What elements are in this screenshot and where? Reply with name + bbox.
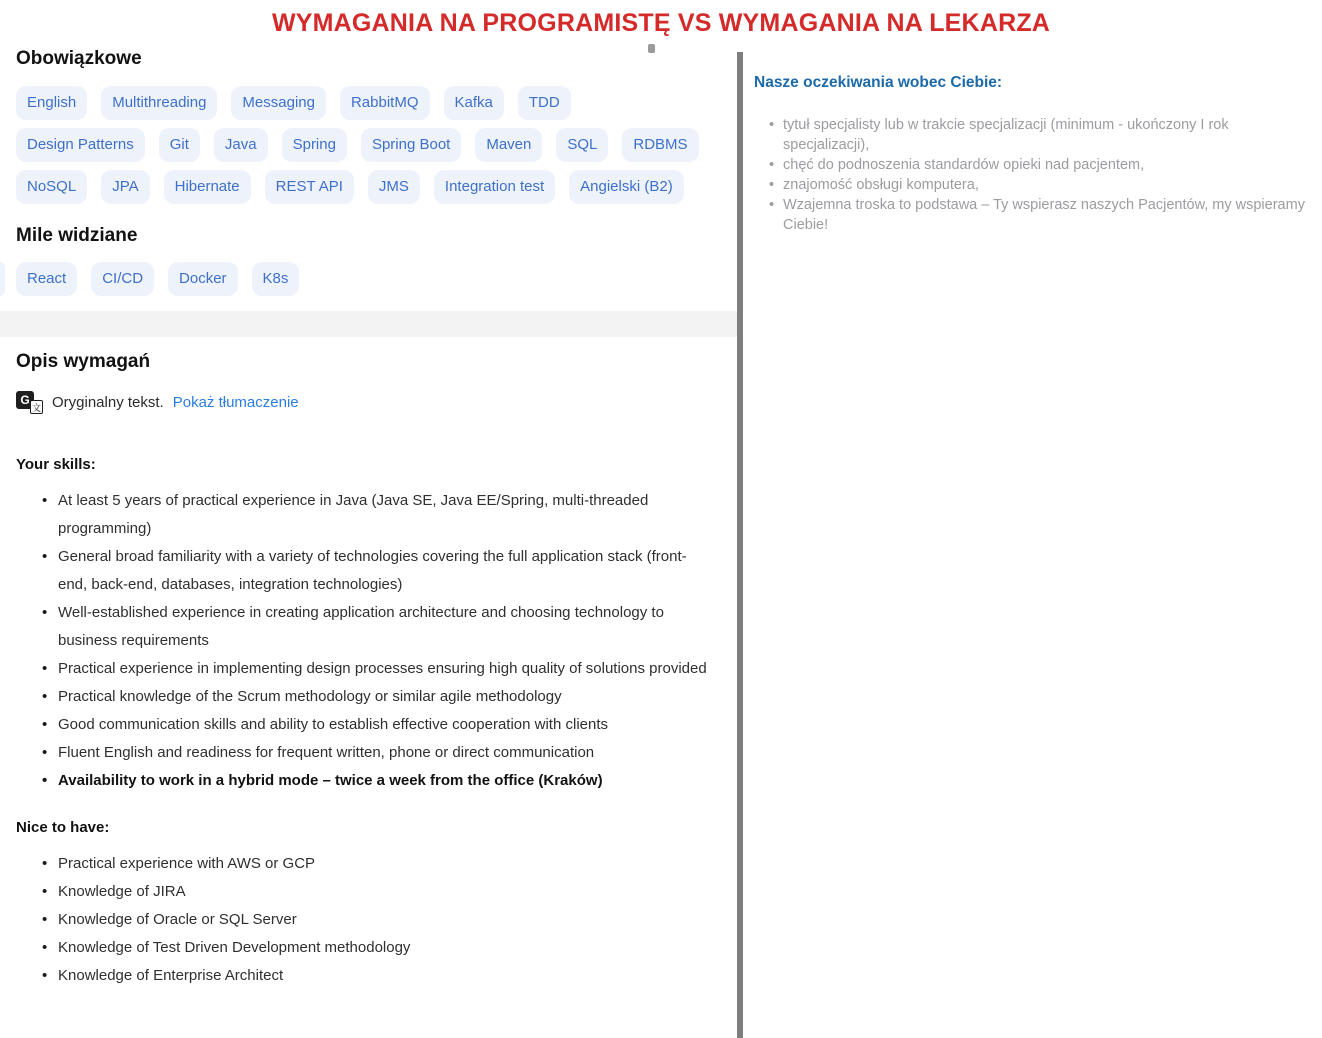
skill-tag: React <box>16 262 77 296</box>
programmer-column <box>0 44 737 1038</box>
skill-tag: Spring Boot <box>361 128 461 162</box>
skill-bullet-item: • Practical experience in implementing design processes ensuring high quality of solutions provided <box>42 655 712 683</box>
skill-tag: CI/CD <box>91 262 154 296</box>
skill-tag: REST API <box>265 170 354 204</box>
skill-bullet-item: • At least 5 years of practical experience in Java (Java SE, Java EE/Spring, multi-threaded programming) <box>42 487 712 543</box>
skill-tag: Design Patterns <box>16 128 145 162</box>
expectations-list <box>769 115 1312 235</box>
skill-tag: English <box>16 86 87 120</box>
skill-tag: Multithreading <box>101 86 217 120</box>
section-separator <box>0 311 737 337</box>
skill-bullet-item: • Well-established experience in creating application architecture and choosing technology to business requirements <box>42 599 712 655</box>
nice-to-have-list <box>42 850 712 990</box>
skill-tag: K8s <box>252 262 300 296</box>
skill-tag: Maven <box>475 128 542 162</box>
expectation-bullet-item: • chęć do podnoszenia standardów opieki nad pacjentem, <box>769 155 1312 175</box>
required-tags-list <box>16 86 712 204</box>
skill-tag: Messaging <box>231 86 326 120</box>
expectation-bullet-item: • znajomość obsługi komputera, <box>769 175 1312 195</box>
skill-bullet-item: • Fluent English and readiness for frequent written, phone or direct communication <box>42 739 712 767</box>
nice-to-see-tags-list <box>16 262 712 296</box>
nice-to-have-bullet-item: • Practical experience with AWS or GCP <box>42 850 712 878</box>
two-column-layout <box>0 44 1322 1038</box>
expectation-bullet-item: • Wzajemna troska to podstawa – Ty wspierasz naszych Pacjentów, my wspieramy Ciebie! <box>769 195 1312 235</box>
skill-tag: Docker <box>168 262 238 296</box>
requirements-summary-card <box>0 44 728 311</box>
google-translate-icon: G 文 <box>16 391 43 414</box>
doctor-column <box>743 44 1322 1038</box>
skill-tag: Hibernate <box>164 170 251 204</box>
skill-tag: Angielski (B2) <box>569 170 684 204</box>
skill-tag: Git <box>159 128 200 162</box>
skill-tag: NoSQL <box>16 170 87 204</box>
description-heading: Opis wymagań <box>16 351 151 372</box>
skill-tag: Integration test <box>434 170 555 204</box>
skill-tag: Java <box>214 128 268 162</box>
cropped-tag-fragment <box>0 262 5 296</box>
nice-to-have-heading: Nice to have: <box>16 819 110 836</box>
expectation-bullet-item: • tytuł specjalisty lub w trakcie specjalizacji (minimum - ukończony I rok specjalizacji), <box>769 115 1312 155</box>
original-text-label: Oryginalny tekst. <box>52 394 164 411</box>
expectations-heading: Nasze oczekiwania wobec Ciebie: <box>754 74 1003 91</box>
your-skills-list <box>42 487 712 795</box>
your-skills-heading: Your skills: <box>16 456 96 473</box>
skill-bullet-item: • General broad familiarity with a variety of technologies covering the full application stack (front-end, back-end, databases, integration technologies) <box>42 543 712 599</box>
skill-tag: RDBMS <box>622 128 698 162</box>
scrollbar-artifact <box>648 44 655 53</box>
nice-to-have-bullet-item: • Knowledge of JIRA <box>42 878 712 906</box>
required-heading: Obowiązkowe <box>16 48 142 69</box>
skill-tag: Kafka <box>444 86 504 120</box>
skill-tag: JPA <box>101 170 149 204</box>
skill-tag: SQL <box>556 128 608 162</box>
skill-bullet-item: • Practical knowledge of the Scrum methodology or similar agile methodology <box>42 683 712 711</box>
show-translation-link[interactable]: Pokaż tłumaczenie <box>172 394 299 411</box>
skill-bullet-item: • Good communication skills and ability to establish effective cooperation with clients <box>42 711 712 739</box>
translate-row <box>16 391 712 414</box>
skill-tag: TDD <box>518 86 571 120</box>
skill-tag: Spring <box>282 128 347 162</box>
nice-to-see-heading: Mile widziane <box>16 225 138 246</box>
skill-tag: JMS <box>368 170 420 204</box>
skill-bullet-item: • Availability to work in a hybrid mode – twice a week from the office (Kraków) <box>42 767 712 795</box>
nice-to-have-bullet-item: • Knowledge of Oracle or SQL Server <box>42 906 712 934</box>
requirements-description-card <box>0 337 728 1003</box>
nice-to-have-bullet-item: • Knowledge of Test Driven Development methodology <box>42 934 712 962</box>
nice-to-have-bullet-item: • Knowledge of Enterprise Architect <box>42 962 712 990</box>
page-title: WYMAGANIA NA PROGRAMISTĘ VS WYMAGANIA NA LEKARZA <box>271 9 1051 37</box>
skill-tag: RabbitMQ <box>340 86 430 120</box>
